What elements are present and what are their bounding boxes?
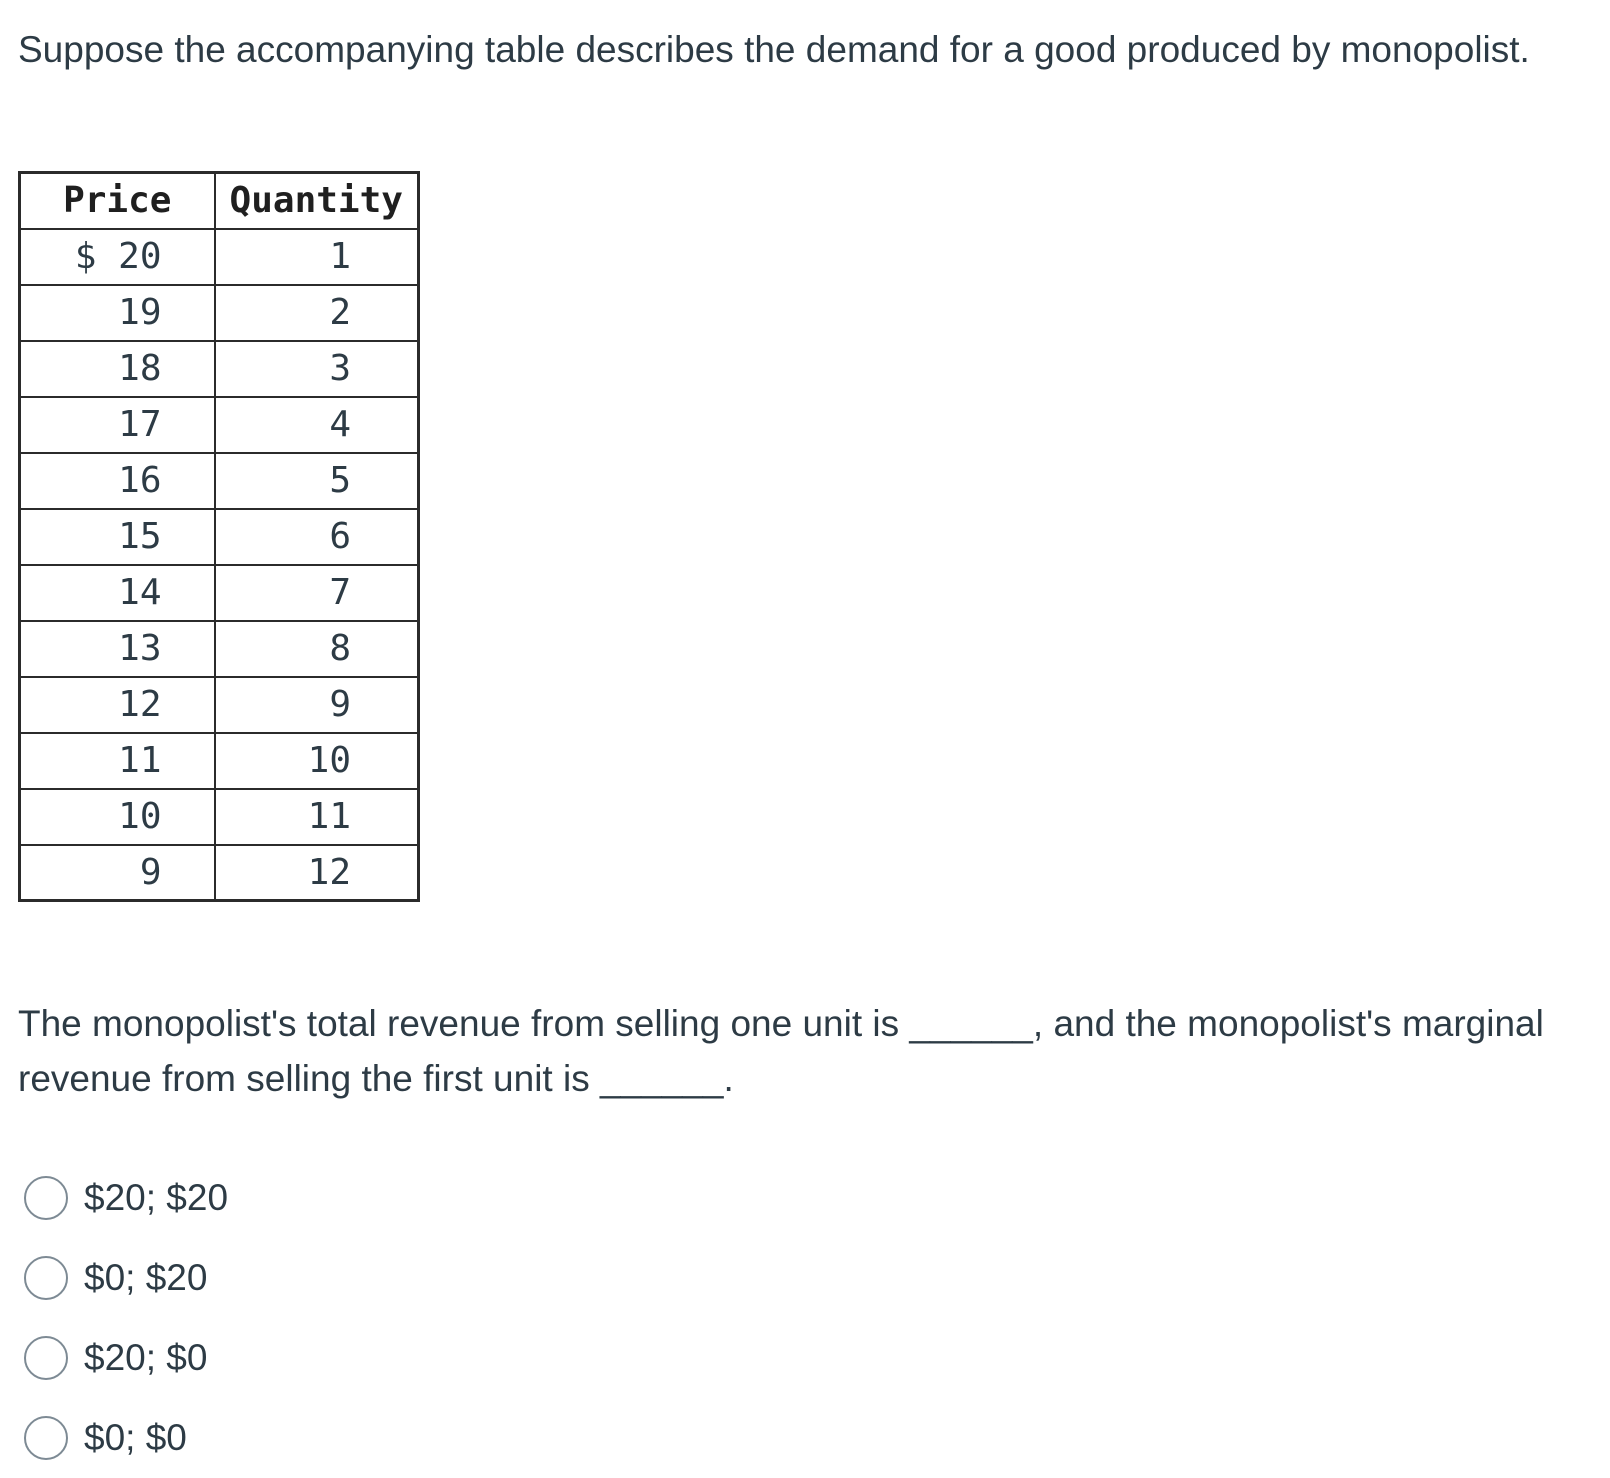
answer-option-label[interactable]: $0; $0 (84, 1417, 187, 1458)
answer-option[interactable] (24, 1158, 228, 1238)
question-prompt: The monopolist's total revenue from selling one unit is ______, and the monopolist's marginal revenue from selling the first unit is ______. (18, 1003, 1544, 1099)
table-row (20, 509, 419, 565)
price-cell: 13 (20, 621, 215, 677)
answer-option[interactable] (24, 1318, 228, 1398)
table-row (20, 677, 419, 733)
table-row (20, 733, 419, 789)
demand-table (18, 171, 420, 902)
price-cell: 15 (20, 509, 215, 565)
quantity-cell: 7 (215, 565, 419, 621)
price-cell: 16 (20, 453, 215, 509)
question-intro: Suppose the accompanying table describes the demand for a good produced by monopolist. (18, 29, 1530, 70)
answer-option[interactable] (24, 1238, 228, 1318)
quantity-cell: 8 (215, 621, 419, 677)
price-cell: 18 (20, 341, 215, 397)
quantity-cell: 9 (215, 677, 419, 733)
quantity-cell: 1 (215, 229, 419, 285)
table-row (20, 453, 419, 509)
quantity-cell: 2 (215, 285, 419, 341)
quantity-cell: 5 (215, 453, 419, 509)
quantity-cell: 12 (215, 845, 419, 901)
answer-option-label[interactable]: $20; $20 (84, 1177, 229, 1218)
price-cell: 11 (20, 733, 215, 789)
price-cell: 14 (20, 565, 215, 621)
answer-options (24, 1158, 228, 1478)
table-header-row (20, 173, 419, 229)
price-cell: 10 (20, 789, 215, 845)
price-cell: $ 20 (20, 229, 215, 285)
table-row (20, 565, 419, 621)
table-row (20, 285, 419, 341)
table-row (20, 845, 419, 901)
price-column-header: Price (20, 173, 215, 229)
answer-option-label[interactable]: $0; $20 (84, 1257, 208, 1298)
table-row (20, 229, 419, 285)
table-row (20, 397, 419, 453)
answer-option[interactable] (24, 1398, 228, 1478)
quantity-cell: 6 (215, 509, 419, 565)
quantity-cell: 4 (215, 397, 419, 453)
quantity-cell: 3 (215, 341, 419, 397)
price-cell: 17 (20, 397, 215, 453)
radio-button[interactable] (24, 1416, 68, 1460)
table-row (20, 789, 419, 845)
quantity-column-header: Quantity (215, 173, 419, 229)
radio-button[interactable] (24, 1176, 68, 1220)
table-row (20, 621, 419, 677)
table-row (20, 341, 419, 397)
radio-button[interactable] (24, 1336, 68, 1380)
price-cell: 9 (20, 845, 215, 901)
answer-option-label[interactable]: $20; $0 (84, 1337, 208, 1378)
price-cell: 19 (20, 285, 215, 341)
radio-button[interactable] (24, 1256, 68, 1300)
quantity-cell: 10 (215, 733, 419, 789)
price-cell: 12 (20, 677, 215, 733)
quantity-cell: 11 (215, 789, 419, 845)
